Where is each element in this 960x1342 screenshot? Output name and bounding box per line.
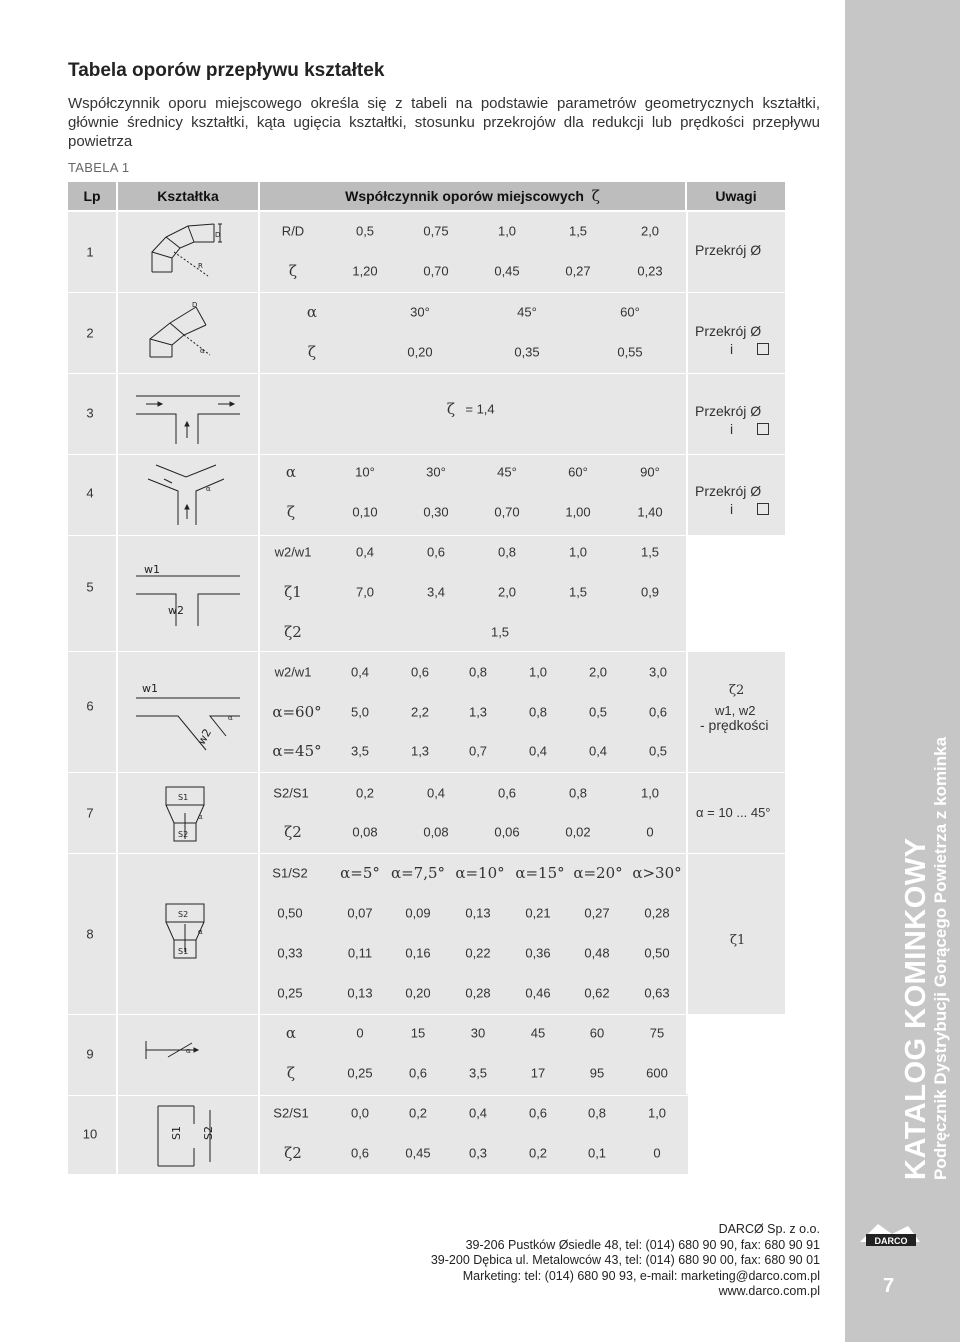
value-cell: 1,0 bbox=[528, 664, 548, 680]
value-cell: 0,50 bbox=[644, 945, 670, 961]
value-cell: 0,45 bbox=[494, 263, 520, 279]
value-cell: 0,9 bbox=[640, 584, 660, 600]
value-cell: 0,55 bbox=[617, 344, 643, 360]
value-cell: 0,2 bbox=[408, 1105, 428, 1121]
page-number: 7 bbox=[883, 1275, 895, 1297]
param-label: S2/S1 bbox=[273, 785, 309, 801]
value-cell: α=20° bbox=[573, 864, 623, 882]
svg-text:S1: S1 bbox=[170, 1126, 183, 1140]
value-cell: 1,20 bbox=[352, 263, 378, 279]
param-label: ζ1 bbox=[284, 583, 302, 601]
value-cell: 30° bbox=[410, 304, 430, 320]
wye-diagram bbox=[118, 455, 258, 535]
value-cell: 45 bbox=[530, 1025, 546, 1041]
param-label: w2/w1 bbox=[274, 664, 312, 680]
value-cell: α=7,5° bbox=[390, 864, 446, 882]
header-lp: Lp bbox=[68, 182, 116, 210]
value-cell: 60° bbox=[620, 304, 640, 320]
value-cell: 0,21 bbox=[525, 905, 551, 921]
value-cell: 0,08 bbox=[352, 824, 378, 840]
value-cell: 0,4 bbox=[350, 664, 370, 680]
header-shape: Kształtka bbox=[118, 182, 258, 210]
value-cell: 0,23 bbox=[637, 263, 663, 279]
value-cell: 0,7 bbox=[468, 743, 488, 759]
value-cell: 45° bbox=[517, 304, 537, 320]
svg-text:w2: w2 bbox=[168, 604, 184, 617]
param-label: α=60° bbox=[272, 703, 322, 721]
param-label: S1/S2 bbox=[272, 865, 308, 881]
row-note: Przekrój Ø bbox=[695, 242, 762, 258]
value-cell: α=5° bbox=[340, 864, 380, 882]
row-note: i bbox=[730, 340, 769, 358]
svg-text:α: α bbox=[228, 714, 233, 722]
value-cell: 0,36 bbox=[525, 945, 551, 961]
value-cell: 30° bbox=[426, 464, 446, 480]
value-cell: 1,0 bbox=[497, 223, 517, 239]
value-cell: 0,28 bbox=[644, 905, 670, 921]
value-cell: 0 bbox=[653, 1145, 661, 1161]
row-note: ζ1 bbox=[730, 933, 746, 948]
damper-diagram bbox=[118, 1015, 258, 1095]
marketing-contact: Marketing: tel: (014) 680 90 93, e-mail: marketing@darco.com.pl bbox=[462, 1268, 820, 1283]
value-cell: 0,2 bbox=[528, 1145, 548, 1161]
value-cell: 0,09 bbox=[405, 905, 431, 921]
value-cell: 1,00 bbox=[565, 504, 591, 520]
row-note: i bbox=[730, 500, 769, 518]
value-cell: α=15° bbox=[515, 864, 565, 882]
param-label: ζ2 bbox=[284, 823, 302, 841]
company-name: DARCØ Sp. z o.o. bbox=[718, 1222, 820, 1236]
value-cell: 0,10 bbox=[352, 504, 378, 520]
value-cell: 0,33 bbox=[277, 945, 303, 961]
value-cell: 0,45 bbox=[405, 1145, 431, 1161]
reducer-diagram bbox=[118, 773, 258, 853]
value-cell: 0,20 bbox=[407, 344, 433, 360]
value-cell: 0,8 bbox=[587, 1105, 607, 1121]
value-cell: 3,4 bbox=[426, 584, 446, 600]
row-note: w1, w2 bbox=[715, 703, 756, 718]
value-cell: 1,0 bbox=[640, 785, 660, 801]
svg-text:w2: w2 bbox=[194, 726, 215, 747]
row-number: 2 bbox=[86, 325, 94, 341]
svg-text:D: D bbox=[215, 231, 221, 239]
svg-text:S1: S1 bbox=[178, 793, 189, 802]
svg-text:D: D bbox=[192, 301, 198, 309]
value-cell: 0,46 bbox=[525, 985, 551, 1001]
value-cell: 7,0 bbox=[355, 584, 375, 600]
value-cell: 0,6 bbox=[350, 1145, 370, 1161]
value-cell: 0,4 bbox=[588, 743, 608, 759]
row-number: 4 bbox=[86, 485, 94, 501]
value-cell: 5,0 bbox=[350, 704, 370, 720]
row-number: 9 bbox=[86, 1046, 94, 1062]
param-label: α bbox=[285, 463, 297, 481]
value-cell: 0,8 bbox=[568, 785, 588, 801]
value-cell: 0,30 bbox=[423, 504, 449, 520]
value-cell: 0,25 bbox=[277, 985, 303, 1001]
row-note: - prędkości bbox=[700, 717, 769, 733]
row-note: α = 10 ... 45° bbox=[696, 805, 771, 820]
row-number: 1 bbox=[86, 244, 94, 260]
value-cell: 2,2 bbox=[410, 704, 430, 720]
value-cell: 0 bbox=[356, 1025, 364, 1041]
value-cell: 600 bbox=[646, 1065, 668, 1081]
intro-paragraph: Współczynnik oporu miejscowego określa się z tabeli na podstawie parametrów geometrycznych kształtki, głównie średnicy kształtki, kąta ugięcia kształtki, stosunku przekrojów dla redukcji lub prędkości przepływu powietrza bbox=[68, 95, 820, 150]
param-label: ζ bbox=[286, 503, 296, 521]
param-label: ζ bbox=[307, 343, 317, 361]
svg-text:R: R bbox=[198, 262, 203, 270]
branch-velocity-diagram bbox=[118, 652, 258, 772]
value-cell: 0,4 bbox=[426, 785, 446, 801]
value-cell: 60° bbox=[568, 464, 588, 480]
svg-text:w1: w1 bbox=[144, 563, 160, 576]
catalog-subtitle: Podręcznik Dystrybucji Gorącego Powietrza z kominka bbox=[931, 736, 950, 1180]
value-cell: 0,8 bbox=[528, 704, 548, 720]
value-cell: 0,27 bbox=[584, 905, 610, 921]
param-label: α bbox=[285, 1024, 297, 1042]
footer-contact bbox=[431, 1222, 820, 1300]
value-cell: 0,3 bbox=[468, 1145, 488, 1161]
value-cell: 3,5 bbox=[468, 1065, 488, 1081]
svg-text:α: α bbox=[198, 813, 203, 821]
square-icon bbox=[757, 343, 769, 355]
svg-text:S2: S2 bbox=[178, 830, 189, 839]
value-cell: 0,13 bbox=[347, 985, 373, 1001]
svg-text:S2: S2 bbox=[202, 1126, 215, 1140]
darco-logo bbox=[858, 1220, 922, 1248]
value-cell: 0,5 bbox=[588, 704, 608, 720]
page-title: Tabela oporów przepływu kształtek bbox=[68, 60, 385, 81]
row-number: 7 bbox=[86, 805, 94, 821]
value-cell: 45° bbox=[497, 464, 517, 480]
value-cell: 0,5 bbox=[355, 223, 375, 239]
param-label: α=45° bbox=[272, 742, 322, 760]
elbow-segmented-diagram bbox=[118, 212, 258, 292]
value-cell: 1,5 bbox=[568, 223, 588, 239]
tee-velocity-diagram bbox=[118, 536, 258, 651]
row-note: Przekrój Ø bbox=[695, 323, 762, 339]
value-cell: 15 bbox=[410, 1025, 426, 1041]
svg-text:α: α bbox=[206, 485, 211, 493]
row-number: 3 bbox=[86, 405, 94, 421]
param-label: R/D bbox=[281, 223, 305, 239]
value-cell: 0,22 bbox=[465, 945, 491, 961]
catalog-title: KATALOG KOMINKOWY bbox=[900, 837, 932, 1180]
address-line: 39-206 Pustków Øsiedle 48, tel: (014) 680 90 90, fax: 680 90 91 bbox=[465, 1237, 820, 1252]
value-cell: 0,28 bbox=[465, 985, 491, 1001]
value-cell: 0,1 bbox=[587, 1145, 607, 1161]
value-cell: 0,75 bbox=[423, 223, 449, 239]
value-cell: = 1,4 bbox=[465, 401, 495, 417]
row-number: 5 bbox=[86, 579, 94, 595]
address-line: 39-200 Dębica ul. Metalowców 43, tel: (014) 680 90 00, fax: 680 90 01 bbox=[430, 1253, 820, 1267]
param-label: α bbox=[306, 303, 318, 321]
value-cell: 0,6 bbox=[528, 1105, 548, 1121]
value-cell: 0,11 bbox=[347, 945, 373, 961]
header-notes: Uwagi bbox=[687, 182, 785, 210]
svg-text:α: α bbox=[200, 347, 205, 355]
table-label: TABELA 1 bbox=[68, 160, 130, 175]
row-number: 10 bbox=[82, 1126, 98, 1142]
value-cell: 0,48 bbox=[584, 945, 610, 961]
param-label: ζ2 bbox=[284, 1144, 302, 1162]
value-cell: 0,70 bbox=[494, 504, 520, 520]
value-cell: 0,35 bbox=[514, 344, 540, 360]
value-cell: α=10° bbox=[455, 864, 505, 882]
value-cell: 0,4 bbox=[528, 743, 548, 759]
value-cell: 95 bbox=[589, 1065, 605, 1081]
value-cell: 3,5 bbox=[350, 743, 370, 759]
value-cell: 0,06 bbox=[494, 824, 520, 840]
svg-text:DARCO: DARCO bbox=[874, 1236, 908, 1246]
row-note: i bbox=[730, 420, 769, 438]
value-cell: 0,70 bbox=[423, 263, 449, 279]
value-cell: 1,3 bbox=[468, 704, 488, 720]
square-icon bbox=[757, 423, 769, 435]
value-cell: 0,07 bbox=[347, 905, 373, 921]
value-cell: 0 bbox=[646, 824, 654, 840]
value-cell: 2,0 bbox=[588, 664, 608, 680]
svg-text:S1: S1 bbox=[178, 947, 189, 956]
value-cell: 0,6 bbox=[497, 785, 517, 801]
value-cell: 0,4 bbox=[468, 1105, 488, 1121]
row-number: 8 bbox=[86, 926, 94, 942]
param-label: ζ bbox=[288, 262, 298, 280]
value-cell: 0,6 bbox=[648, 704, 668, 720]
header-coefficient: Współczynnik oporów miejscowych ζ bbox=[260, 182, 685, 210]
value-cell: 3,0 bbox=[648, 664, 668, 680]
svg-text:α: α bbox=[186, 1047, 191, 1055]
value-cell: 0,63 bbox=[644, 985, 670, 1001]
value-cell: 0,13 bbox=[465, 905, 491, 921]
orifice-diagram bbox=[118, 1096, 258, 1174]
value-cell: 0,27 bbox=[565, 263, 591, 279]
param-label: w2/w1 bbox=[274, 544, 312, 560]
value-cell: 1,0 bbox=[647, 1105, 667, 1121]
value-cell: 0,8 bbox=[497, 544, 517, 560]
square-icon bbox=[757, 503, 769, 515]
elbow-angled-diagram bbox=[118, 293, 258, 373]
value-cell: 0,2 bbox=[355, 785, 375, 801]
value-cell: 60 bbox=[589, 1025, 605, 1041]
sidebar-title bbox=[900, 737, 951, 1180]
value-cell: 1,5 bbox=[568, 584, 588, 600]
svg-text:S2: S2 bbox=[178, 910, 189, 919]
diffuser-diagram bbox=[118, 854, 258, 1014]
value-cell: 0,4 bbox=[355, 544, 375, 560]
value-cell: 0,6 bbox=[426, 544, 446, 560]
value-cell: 17 bbox=[530, 1065, 546, 1081]
value-cell: 0,16 bbox=[405, 945, 431, 961]
value-cell: 0,08 bbox=[423, 824, 449, 840]
param-label: S2/S1 bbox=[273, 1105, 309, 1121]
value-cell: 0,25 bbox=[347, 1065, 373, 1081]
value-cell: 0,50 bbox=[277, 905, 303, 921]
param-label: ζ2 bbox=[284, 623, 302, 641]
value-cell: 30 bbox=[470, 1025, 486, 1041]
param-label: ζ bbox=[446, 400, 456, 418]
value-cell: 90° bbox=[640, 464, 660, 480]
value-cell: 0,8 bbox=[468, 664, 488, 680]
row-note: ζ2 bbox=[729, 683, 745, 698]
row-number: 6 bbox=[86, 698, 94, 714]
row-note: Przekrój Ø bbox=[695, 403, 762, 419]
value-cell: α>30° bbox=[632, 864, 682, 882]
value-cell: 0,62 bbox=[584, 985, 610, 1001]
value-cell: 1,5 bbox=[640, 544, 660, 560]
value-cell: 0,0 bbox=[350, 1105, 370, 1121]
value-cell: 10° bbox=[355, 464, 375, 480]
value-cell: 2,0 bbox=[640, 223, 660, 239]
value-cell: 0,6 bbox=[408, 1065, 428, 1081]
value-cell: 2,0 bbox=[497, 584, 517, 600]
value-cell: 1,5 bbox=[490, 624, 510, 640]
website-link[interactable]: www.darco.com.pl bbox=[718, 1284, 820, 1298]
value-cell: 1,0 bbox=[568, 544, 588, 560]
value-cell: 1,40 bbox=[637, 504, 663, 520]
svg-text:α: α bbox=[198, 928, 203, 936]
svg-text:w1: w1 bbox=[142, 682, 158, 695]
value-cell: 0,6 bbox=[410, 664, 430, 680]
row-note: Przekrój Ø bbox=[695, 483, 762, 499]
value-cell: 0,5 bbox=[648, 743, 668, 759]
value-cell: 0,02 bbox=[565, 824, 591, 840]
value-cell: 75 bbox=[649, 1025, 665, 1041]
param-label: ζ bbox=[286, 1064, 296, 1082]
value-cell: 0,20 bbox=[405, 985, 431, 1001]
tee-diagram bbox=[118, 374, 258, 454]
value-cell: 1,3 bbox=[410, 743, 430, 759]
